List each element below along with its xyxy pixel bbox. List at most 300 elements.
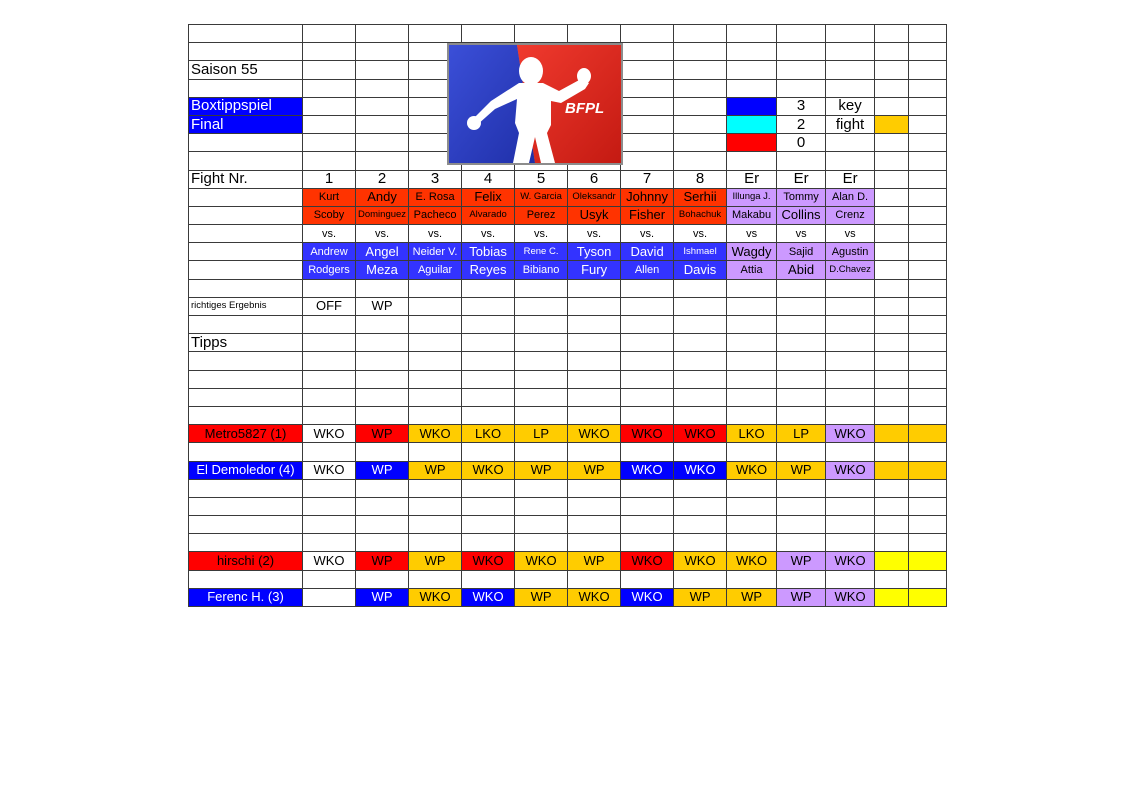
empty-cell [409, 443, 462, 461]
empty-cell [674, 61, 727, 79]
player-tip: WKO [303, 461, 356, 479]
empty-cell [875, 316, 909, 334]
empty-cell [674, 152, 727, 170]
fight-number: 2 [356, 170, 409, 188]
player-tip: WP [356, 552, 409, 570]
versus-label: vs. [303, 225, 356, 243]
empty-cell [621, 25, 674, 43]
empty-cell [909, 516, 947, 534]
red-corner-last-row [189, 206, 947, 224]
empty-cell [909, 79, 947, 97]
empty-cell [189, 243, 303, 261]
empty-cell [875, 243, 909, 261]
fighter-name: E. Rosa [409, 188, 462, 206]
blank-row [189, 279, 947, 297]
player-tip: WP [727, 588, 777, 606]
fighter-name: Andrew [303, 243, 356, 261]
empty-cell [909, 497, 947, 515]
fighter-name: Abid [777, 261, 826, 279]
empty-cell [777, 497, 826, 515]
empty-cell [875, 279, 909, 297]
player-tip: WKO [568, 588, 621, 606]
empty-cell [621, 443, 674, 461]
fighter-name: Tyson [568, 243, 621, 261]
fighter-name: Neider V. [409, 243, 462, 261]
empty-cell [409, 479, 462, 497]
empty-cell [409, 25, 462, 43]
empty-cell [189, 188, 303, 206]
empty-cell [875, 152, 909, 170]
empty-cell [356, 443, 409, 461]
empty-cell [568, 316, 621, 334]
player-tip: WKO [515, 552, 568, 570]
empty-cell [462, 316, 515, 334]
empty-cell [674, 534, 727, 552]
empty-cell [189, 279, 303, 297]
empty-cell [727, 352, 777, 370]
player-tip: WKO [462, 588, 515, 606]
empty-cell [674, 516, 727, 534]
empty-cell [875, 370, 909, 388]
fighter-name: Bohachuk [674, 206, 727, 224]
empty-cell [356, 534, 409, 552]
empty-cell [189, 25, 303, 43]
empty-cell [777, 388, 826, 406]
empty-cell [303, 534, 356, 552]
empty-cell [875, 461, 909, 479]
player-name: hirschi (2) [189, 552, 303, 570]
versus-label: vs [777, 225, 826, 243]
empty-cell [826, 370, 875, 388]
legend-points: 2 [777, 115, 826, 133]
empty-cell [568, 279, 621, 297]
player-name: Ferenc H. (3) [189, 588, 303, 606]
fighter-name: David [621, 243, 674, 261]
empty-cell [621, 97, 674, 115]
empty-cell [875, 225, 909, 243]
empty-cell [189, 443, 303, 461]
empty-cell [409, 516, 462, 534]
empty-cell [303, 97, 356, 115]
empty-cell [356, 152, 409, 170]
empty-cell [875, 352, 909, 370]
empty-cell [909, 43, 947, 61]
empty-cell [568, 516, 621, 534]
empty-cell [621, 115, 674, 133]
empty-cell [674, 570, 727, 588]
empty-cell [777, 534, 826, 552]
player-tip: WKO [674, 552, 727, 570]
empty-cell [189, 570, 303, 588]
empty-cell [875, 570, 909, 588]
player-tip: LKO [462, 425, 515, 443]
empty-cell [515, 370, 568, 388]
fighter-name: Bibiano [515, 261, 568, 279]
fight-number: Er [777, 170, 826, 188]
empty-cell [303, 497, 356, 515]
result-value [727, 297, 777, 315]
empty-cell [777, 443, 826, 461]
empty-cell [356, 79, 409, 97]
empty-cell [909, 406, 947, 424]
empty-cell [727, 79, 777, 97]
empty-cell [727, 25, 777, 43]
empty-cell [356, 316, 409, 334]
player-tip: WP [568, 552, 621, 570]
empty-cell [826, 61, 875, 79]
empty-cell [826, 497, 875, 515]
empty-cell [189, 79, 303, 97]
empty-cell [875, 425, 909, 443]
empty-cell [909, 588, 947, 606]
result-value [777, 297, 826, 315]
empty-cell [727, 43, 777, 61]
empty-cell [875, 588, 909, 606]
empty-cell [909, 425, 947, 443]
empty-cell [303, 516, 356, 534]
empty-cell [875, 479, 909, 497]
empty-cell [621, 534, 674, 552]
empty-cell [826, 570, 875, 588]
empty-cell [568, 479, 621, 497]
empty-cell [826, 79, 875, 97]
result-value [462, 297, 515, 315]
empty-cell [727, 316, 777, 334]
empty-cell [356, 279, 409, 297]
empty-cell [303, 43, 356, 61]
empty-cell [303, 334, 356, 352]
empty-cell [674, 406, 727, 424]
empty-cell [909, 152, 947, 170]
player-tip: WKO [568, 425, 621, 443]
player-tip: WP [515, 461, 568, 479]
empty-cell [875, 79, 909, 97]
empty-cell [356, 334, 409, 352]
empty-cell [356, 406, 409, 424]
empty-cell [875, 188, 909, 206]
empty-cell [303, 388, 356, 406]
fighter-name: Allen [621, 261, 674, 279]
fighter-name: Serhii [674, 188, 727, 206]
empty-cell [909, 188, 947, 206]
empty-cell [621, 316, 674, 334]
empty-cell [674, 388, 727, 406]
empty-cell [875, 61, 909, 79]
empty-cell [909, 225, 947, 243]
blank-row [189, 479, 947, 497]
empty-cell [189, 43, 303, 61]
empty-cell [875, 206, 909, 224]
empty-cell [303, 279, 356, 297]
empty-cell [462, 443, 515, 461]
player-tip: WKO [462, 461, 515, 479]
blank-row [189, 388, 947, 406]
empty-cell [189, 206, 303, 224]
legend-swatch-orange [875, 115, 909, 133]
result-value [409, 297, 462, 315]
fight-number: 8 [674, 170, 727, 188]
empty-cell [356, 370, 409, 388]
empty-cell [826, 388, 875, 406]
empty-cell [674, 443, 727, 461]
empty-cell [356, 134, 409, 152]
empty-cell [303, 370, 356, 388]
blank-row [189, 352, 947, 370]
empty-cell [727, 534, 777, 552]
empty-cell [189, 152, 303, 170]
stage-label: Final [189, 115, 303, 133]
empty-cell [777, 370, 826, 388]
empty-cell [674, 79, 727, 97]
empty-cell [621, 79, 674, 97]
empty-cell [909, 570, 947, 588]
empty-cell [462, 370, 515, 388]
empty-cell [674, 279, 727, 297]
empty-cell [826, 316, 875, 334]
empty-cell [303, 443, 356, 461]
empty-cell [826, 134, 875, 152]
empty-cell [674, 479, 727, 497]
player-tip: WKO [727, 552, 777, 570]
result-value [826, 297, 875, 315]
empty-cell [909, 261, 947, 279]
empty-cell [515, 406, 568, 424]
empty-cell [777, 570, 826, 588]
fighter-name: Crenz [826, 206, 875, 224]
empty-cell [909, 297, 947, 315]
empty-cell [621, 61, 674, 79]
empty-cell [875, 552, 909, 570]
empty-cell [568, 25, 621, 43]
empty-cell [674, 352, 727, 370]
legend-swatch-blue [727, 97, 777, 115]
empty-cell [909, 115, 947, 133]
blank-row [189, 570, 947, 588]
result-value: WP [356, 297, 409, 315]
player-row [189, 552, 947, 570]
empty-cell [462, 388, 515, 406]
legend-points: 0 [777, 134, 826, 152]
fighter-name: Kurt [303, 188, 356, 206]
fighter-name: Ishmael [674, 243, 727, 261]
empty-cell [356, 516, 409, 534]
logo-text: BFPL [565, 100, 605, 117]
player-tip: WKO [621, 552, 674, 570]
empty-cell [826, 279, 875, 297]
empty-cell [777, 334, 826, 352]
player-tip: LKO [727, 425, 777, 443]
empty-cell [462, 497, 515, 515]
empty-cell [356, 115, 409, 133]
fighter-name: Angel [356, 243, 409, 261]
empty-cell [674, 43, 727, 61]
player-tip: WP [777, 461, 826, 479]
empty-cell [462, 570, 515, 588]
empty-cell [356, 97, 409, 115]
empty-cell [409, 316, 462, 334]
empty-cell [826, 443, 875, 461]
empty-cell [777, 43, 826, 61]
result-value [674, 297, 727, 315]
empty-cell [621, 134, 674, 152]
fight-number: 1 [303, 170, 356, 188]
versus-label: vs. [674, 225, 727, 243]
empty-cell [777, 316, 826, 334]
empty-cell [727, 516, 777, 534]
empty-cell [826, 43, 875, 61]
fighter-name: Rodgers [303, 261, 356, 279]
player-row [189, 425, 947, 443]
result-value [621, 297, 674, 315]
fighter-name: W. Garcia [515, 188, 568, 206]
empty-cell [727, 388, 777, 406]
fighter-name: Oleksandr [568, 188, 621, 206]
empty-cell [356, 25, 409, 43]
empty-cell [909, 334, 947, 352]
blank-row [189, 316, 947, 334]
versus-label: vs [826, 225, 875, 243]
empty-cell [875, 334, 909, 352]
player-tip: WKO [621, 461, 674, 479]
empty-cell [875, 170, 909, 188]
empty-cell [674, 25, 727, 43]
result-value [515, 297, 568, 315]
empty-cell [568, 334, 621, 352]
fighter-name: D.Chavez [826, 261, 875, 279]
fighter-name: Rene C. [515, 243, 568, 261]
empty-cell [909, 134, 947, 152]
fighter-name: Fisher [621, 206, 674, 224]
empty-cell [409, 370, 462, 388]
player-tip: WKO [409, 588, 462, 606]
empty-cell [568, 497, 621, 515]
result-label: richtiges Ergebnis [189, 297, 303, 315]
empty-cell [515, 570, 568, 588]
empty-cell [727, 152, 777, 170]
player-tip: WKO [727, 461, 777, 479]
empty-cell [826, 25, 875, 43]
empty-cell [875, 534, 909, 552]
result-row [189, 297, 947, 315]
fight-number: 6 [568, 170, 621, 188]
legend-key-label: key [826, 97, 875, 115]
empty-cell [409, 497, 462, 515]
player-tip: WKO [621, 425, 674, 443]
blank-row [189, 443, 947, 461]
empty-cell [875, 25, 909, 43]
player-tip: WP [674, 588, 727, 606]
empty-cell [727, 334, 777, 352]
empty-cell [409, 334, 462, 352]
fighter-name: Makabu [727, 206, 777, 224]
empty-cell [303, 352, 356, 370]
empty-cell [875, 388, 909, 406]
empty-cell [303, 79, 356, 97]
empty-cell [727, 443, 777, 461]
empty-cell [674, 370, 727, 388]
empty-cell [875, 134, 909, 152]
empty-cell [909, 479, 947, 497]
empty-cell [909, 552, 947, 570]
player-tip: WKO [826, 461, 875, 479]
empty-cell [409, 352, 462, 370]
empty-cell [621, 352, 674, 370]
blank-row [189, 497, 947, 515]
empty-cell [462, 25, 515, 43]
empty-cell [674, 97, 727, 115]
fighter-name: Sajid [777, 243, 826, 261]
fighter-name: Illunga J. [727, 188, 777, 206]
versus-label: vs. [621, 225, 674, 243]
empty-cell [875, 97, 909, 115]
empty-cell [515, 497, 568, 515]
empty-cell [189, 406, 303, 424]
player-tip: WKO [826, 425, 875, 443]
empty-cell [826, 152, 875, 170]
fighter-name: Reyes [462, 261, 515, 279]
player-tip: WP [356, 588, 409, 606]
empty-cell [909, 316, 947, 334]
empty-cell [568, 388, 621, 406]
empty-cell [409, 534, 462, 552]
empty-cell [409, 570, 462, 588]
empty-cell [189, 225, 303, 243]
player-tip: WKO [674, 461, 727, 479]
empty-cell [875, 516, 909, 534]
player-tip: WP [356, 461, 409, 479]
empty-cell [909, 443, 947, 461]
empty-cell [875, 443, 909, 461]
empty-cell [303, 406, 356, 424]
versus-label: vs. [568, 225, 621, 243]
empty-cell [462, 279, 515, 297]
empty-cell [909, 370, 947, 388]
fight-number: 5 [515, 170, 568, 188]
fighter-name: Fury [568, 261, 621, 279]
player-tip: WKO [303, 425, 356, 443]
empty-cell [621, 479, 674, 497]
empty-cell [568, 534, 621, 552]
empty-cell [515, 443, 568, 461]
player-tip: WKO [674, 425, 727, 443]
empty-cell [875, 43, 909, 61]
empty-cell [356, 61, 409, 79]
empty-cell [909, 170, 947, 188]
empty-cell [189, 134, 303, 152]
empty-cell [515, 388, 568, 406]
empty-cell [409, 279, 462, 297]
empty-cell [189, 370, 303, 388]
empty-cell [303, 479, 356, 497]
fight-number: 3 [409, 170, 462, 188]
empty-cell [727, 370, 777, 388]
blue-corner-first-row [189, 243, 947, 261]
empty-cell [356, 388, 409, 406]
player-tip: WKO [462, 552, 515, 570]
legend-points: 3 [777, 97, 826, 115]
blank-row [189, 516, 947, 534]
empty-cell [621, 570, 674, 588]
empty-cell [909, 25, 947, 43]
empty-cell [826, 479, 875, 497]
fighter-name: Andy [356, 188, 409, 206]
empty-cell [621, 370, 674, 388]
empty-cell [777, 61, 826, 79]
empty-cell [674, 115, 727, 133]
blank-row [189, 534, 947, 552]
legend-fight-label: fight [826, 115, 875, 133]
empty-cell [356, 497, 409, 515]
